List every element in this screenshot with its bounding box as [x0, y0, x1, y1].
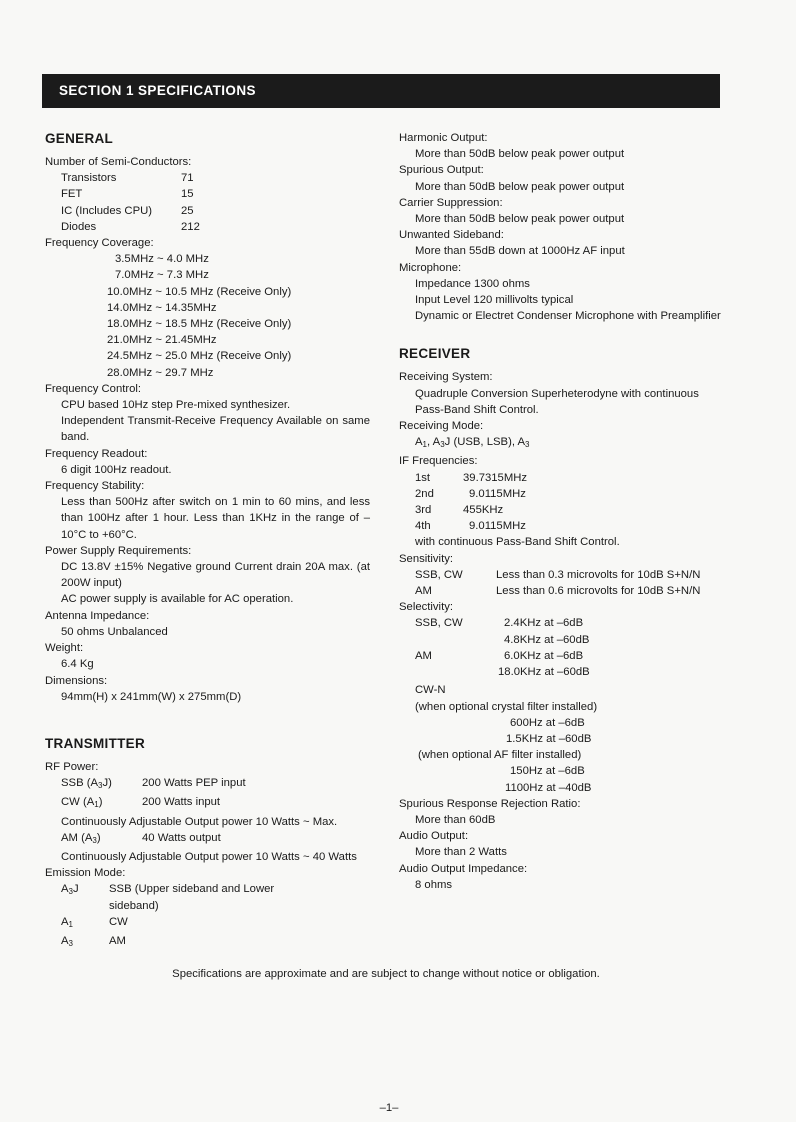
rf-ssb-mode: SSB $(A_3J)$: [61, 777, 112, 791]
selectivity-mode: AM: [415, 649, 432, 662]
semi-row: [45, 219, 370, 235]
audio-impedance-label: Audio Output Impedance:: [399, 862, 528, 875]
if-freq: 39.7315MHz: [463, 471, 528, 484]
if-stage: 4th: [415, 520, 431, 533]
selectivity-value: 2.4KHz at –6dB: [504, 617, 584, 630]
dimensions-value: 94mm(H) x 241mm(W) x 275mm(D): [61, 690, 242, 703]
emission-mode: $A_1$: [61, 915, 73, 929]
selectivity-mode: SSB, CW: [415, 617, 463, 630]
selectivity-value: 6.0KHz at –6dB: [504, 649, 584, 662]
emission-value: SSB (Upper sideband and Lower sideband): [109, 883, 275, 912]
emission-label: Emission Mode:: [45, 867, 126, 880]
freq-coverage-label: Frequency Coverage:: [45, 237, 154, 250]
semi-name: Diodes: [61, 220, 97, 233]
unwanted-value: More than 55dB down at 1000Hz AF input: [415, 245, 625, 258]
semi-name: FET: [61, 188, 83, 201]
sensitivity-row: [399, 583, 724, 599]
emission-value: AM: [109, 934, 126, 947]
if-row: [399, 486, 724, 502]
selectivity-value: 4.8KHz at –60dB: [504, 633, 590, 646]
spurious-rejection-value: More than 60dB: [415, 813, 496, 826]
rf-power-label: RF Power:: [45, 760, 99, 773]
harmonic-value: More than 50dB below peak power output: [415, 148, 625, 161]
right-column: [399, 130, 724, 893]
selectivity-cwn: CW-N: [415, 684, 446, 697]
semi-name: IC (Includes CPU): [61, 204, 153, 217]
semi-count: 212: [181, 220, 200, 233]
semi-count: 25: [181, 204, 194, 217]
selectivity-value: 600Hz at –6dB: [510, 716, 585, 729]
if-label: IF Frequencies:: [399, 455, 478, 468]
selectivity-value: 18.0KHz at –60dB: [498, 666, 590, 679]
if-row: [399, 502, 724, 518]
selectivity-row: [399, 615, 724, 631]
freq-band: 3.5MHz ~ 4.0 MHz: [115, 253, 209, 266]
mic-type: Dynamic or Electret Condenser Microphone with Preamplifier: [415, 310, 721, 323]
sensitivity-row: [399, 567, 724, 583]
audio-output-label: Audio Output:: [399, 830, 469, 843]
freq-control-1: CPU based 10Hz step Pre-mixed synthesizer.: [61, 399, 291, 412]
semi-row: [45, 203, 370, 219]
freq-control-label: Frequency Control:: [45, 382, 142, 395]
sensitivity-value: Less than 0.6 microvolts for 10dB S+N/N: [496, 585, 701, 598]
selectivity-value: 1.5KHz at –60dB: [506, 732, 592, 745]
selectivity-label: Selectivity:: [399, 601, 453, 614]
if-row: [399, 518, 724, 534]
if-note: with continuous Pass-Band Shift Control.: [415, 536, 620, 549]
semi-row: [45, 170, 370, 186]
rf-cw-value: 200 Watts input: [142, 796, 221, 809]
dimensions-label: Dimensions:: [45, 674, 108, 687]
weight-label: Weight:: [45, 642, 84, 655]
if-stage: 3rd: [415, 504, 432, 517]
selectivity-crystal-note: (when optional crystal filter installed): [415, 700, 598, 713]
transmitter-heading: TRANSMITTER: [45, 735, 146, 751]
selectivity-row: [399, 632, 724, 648]
emission-row: [45, 914, 370, 933]
rf-cw-mode: CW $(A_1)$: [61, 796, 103, 810]
rf-continuous-2: Continuously Adjustable Output power 10 Watts ~ 40 Watts: [61, 850, 357, 863]
freq-band: 24.5MHz ~ 25.0 MHz (Receive Only): [107, 350, 292, 363]
selectivity-row: [399, 664, 724, 680]
if-stage: 2nd: [415, 487, 434, 500]
readout-label: Frequency Readout:: [45, 447, 148, 460]
rf-ssb-value: 200 Watts PEP input: [142, 777, 246, 790]
sensitivity-label: Sensitivity:: [399, 552, 453, 565]
rx-system-value: Quadruple Conversion Superheterodyne with continuous Pass-Band Shift Control.: [415, 387, 699, 416]
rf-cw-row: [45, 794, 370, 813]
spurious-rejection-label: Spurious Response Rejection Ratio:: [399, 797, 581, 810]
receiver-heading: RECEIVER: [399, 346, 471, 362]
unwanted-label: Unwanted Sideband:: [399, 229, 504, 242]
readout-value: 6 digit 100Hz readout.: [61, 463, 172, 476]
harmonic-label: Harmonic Output:: [399, 132, 488, 144]
antenna-value: 50 ohms Unbalanced: [61, 625, 168, 638]
rx-system-label: Receiving System:: [399, 371, 493, 384]
footer-note: Specifications are approximate and are subject to change without notice or obligation.: [172, 968, 600, 980]
if-row: [399, 470, 724, 486]
antenna-label: Antenna Impedance:: [45, 609, 150, 622]
if-freq: 9.0115MHz: [469, 487, 526, 500]
selectivity-value: 1100Hz at –40dB: [505, 781, 592, 794]
semi-label: Number of Semi-Conductors:: [45, 156, 192, 168]
weight-value: 6.4 Kg: [61, 658, 94, 671]
section-title: SECTION 1 SPECIFICATIONS: [42, 74, 720, 108]
carrier-value: More than 50dB below peak power output: [415, 213, 625, 226]
freq-band: 14.0MHz ~ 14.35MHz: [107, 301, 217, 314]
selectivity-value: 150Hz at –6dB: [510, 765, 585, 778]
freq-band: 28.0MHz ~ 29.7 MHz: [107, 366, 214, 379]
semi-name: Transistors: [61, 172, 117, 185]
mic-label: Microphone:: [399, 261, 462, 274]
selectivity-row: [399, 648, 724, 664]
carrier-label: Carrier Suppression:: [399, 196, 503, 209]
freq-band: 10.0MHz ~ 10.5 MHz (Receive Only): [107, 285, 292, 298]
rf-am-value: 40 Watts output: [142, 831, 221, 844]
emission-row: [45, 933, 370, 952]
sensitivity-mode: SSB, CW: [415, 568, 463, 581]
rx-mode-value: $A_1$, $A_3J$ (USB, LSB), $A_3$: [415, 436, 530, 450]
freq-band: 18.0MHz ~ 18.5 MHz (Receive Only): [107, 318, 292, 331]
if-stage: 1st: [415, 471, 431, 484]
rf-am-row: [45, 830, 370, 849]
emission-row: [45, 881, 370, 913]
rf-continuous-1: Continuously Adjustable Output power 10 Watts ~ Max.: [61, 815, 338, 828]
power-value-2: AC power supply is available for AC operation.: [61, 593, 294, 606]
left-column: [45, 130, 370, 952]
if-freq: 455KHz: [463, 504, 504, 517]
audio-output-value: More than 2 Watts: [415, 846, 507, 859]
audio-impedance-value: 8 ohms: [415, 878, 453, 891]
power-label: Power Supply Requirements:: [45, 544, 192, 557]
mic-input-level: Input Level 120 millivolts typical: [415, 294, 574, 307]
rf-am-mode: AM $(A_3)$: [61, 831, 101, 845]
semi-row: [45, 186, 370, 202]
emission-mode: $A_3$: [61, 934, 73, 948]
freq-band: 7.0MHz ~ 7.3 MHz: [115, 269, 209, 282]
power-value-1: DC 13.8V ±15% Negative ground Current drain 20A max. (at 200W input): [61, 561, 370, 590]
page-number: –1–: [379, 1102, 399, 1114]
general-heading: GENERAL: [45, 131, 114, 146]
semi-count: 71: [181, 172, 194, 185]
stability-value: Less than 500Hz after switch on 1 min to 60 mins, and less than 100Hz after 1 hour. Less than 1KHz in the range of –10°C to +60°C.: [61, 496, 370, 541]
mic-impedance: Impedance 1300 ohms: [415, 277, 530, 290]
selectivity-af-note: (when optional AF filter installed): [418, 749, 582, 762]
emission-value: CW: [109, 915, 128, 928]
spurious-value: More than 50dB below peak power output: [415, 180, 625, 193]
spurious-label: Spurious Output:: [399, 164, 484, 177]
sensitivity-value: Less than 0.3 microvolts for 10dB S+N/N: [496, 568, 701, 581]
if-freq: 9.0115MHz: [469, 520, 526, 533]
rx-mode-label: Receiving Mode:: [399, 420, 484, 433]
freq-control-2: Independent Transmit-Receive Frequency Available on same band.: [61, 415, 370, 444]
semi-count: 15: [181, 188, 194, 201]
freq-band: 21.0MHz ~ 21.45MHz: [107, 334, 217, 347]
rf-ssb-row: [45, 775, 370, 794]
stability-label: Frequency Stability:: [45, 480, 145, 493]
sensitivity-mode: AM: [415, 585, 432, 598]
emission-mode: $A_3J$: [61, 883, 79, 897]
